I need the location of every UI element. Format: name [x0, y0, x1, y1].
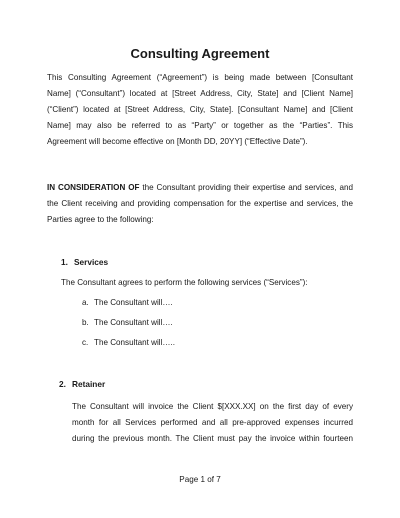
retainer-line: month for all Services performed and all pre-approved expenses incurred: [72, 418, 353, 427]
intro-paragraph: [47, 70, 353, 150]
services-item: [82, 338, 175, 347]
retainer-paragraph: [72, 399, 353, 447]
item-letter: a.: [82, 298, 89, 307]
retainer-line: The Consultant will invoice the Client $[XXX.XX] on the first day of every: [72, 402, 353, 411]
services-number: 1.: [61, 257, 68, 267]
services-heading: [61, 257, 108, 267]
services-item: [82, 298, 173, 307]
consideration-paragraph: [47, 180, 353, 228]
retainer-heading: [59, 379, 105, 389]
consideration-line: [47, 180, 353, 196]
item-text: The Consultant will…..: [94, 338, 175, 347]
intro-line: Name] may also be referred to as “Party” or together as the “Parties”. This: [47, 121, 353, 130]
item-letter: c.: [82, 338, 89, 347]
services-item: [82, 318, 173, 327]
retainer-title: Retainer: [72, 379, 106, 389]
document-title: Consulting Agreement: [130, 46, 270, 61]
services-intro: The Consultant agrees to perform the following services (“Services”):: [61, 278, 308, 287]
retainer-line: during the previous month. The Client must pay the invoice within fourteen: [72, 434, 353, 443]
consideration-line: Parties agree to the following:: [47, 215, 154, 224]
page-number: Page 1 of 7: [179, 475, 221, 484]
intro-line: This Consulting Agreement (“Agreement”) is being made between [Consultant: [47, 73, 353, 82]
consideration-line: the Client receiving and providing compensation for the expertise and services, the: [47, 199, 353, 208]
retainer-number: 2.: [59, 379, 66, 389]
intro-line: Name] (“Consultant”) located at [Street Address, City, State] and [Client Name]: [47, 89, 353, 98]
consideration-bold-lead: IN CONSIDERATION OF: [47, 183, 140, 192]
item-text: The Consultant will….: [94, 318, 173, 327]
intro-line: (“Client”) located at [Street Address, City, State]. [Consultant Name] and [Client: [47, 105, 353, 114]
item-text: The Consultant will….: [94, 298, 173, 307]
item-letter: b.: [82, 318, 89, 327]
intro-line: Agreement will become effective on [Month DD, 20YY] (“Effective Date”).: [47, 137, 308, 146]
services-title: Services: [74, 257, 109, 267]
consideration-line-rest: the Consultant providing their expertise and services, and: [139, 183, 353, 192]
